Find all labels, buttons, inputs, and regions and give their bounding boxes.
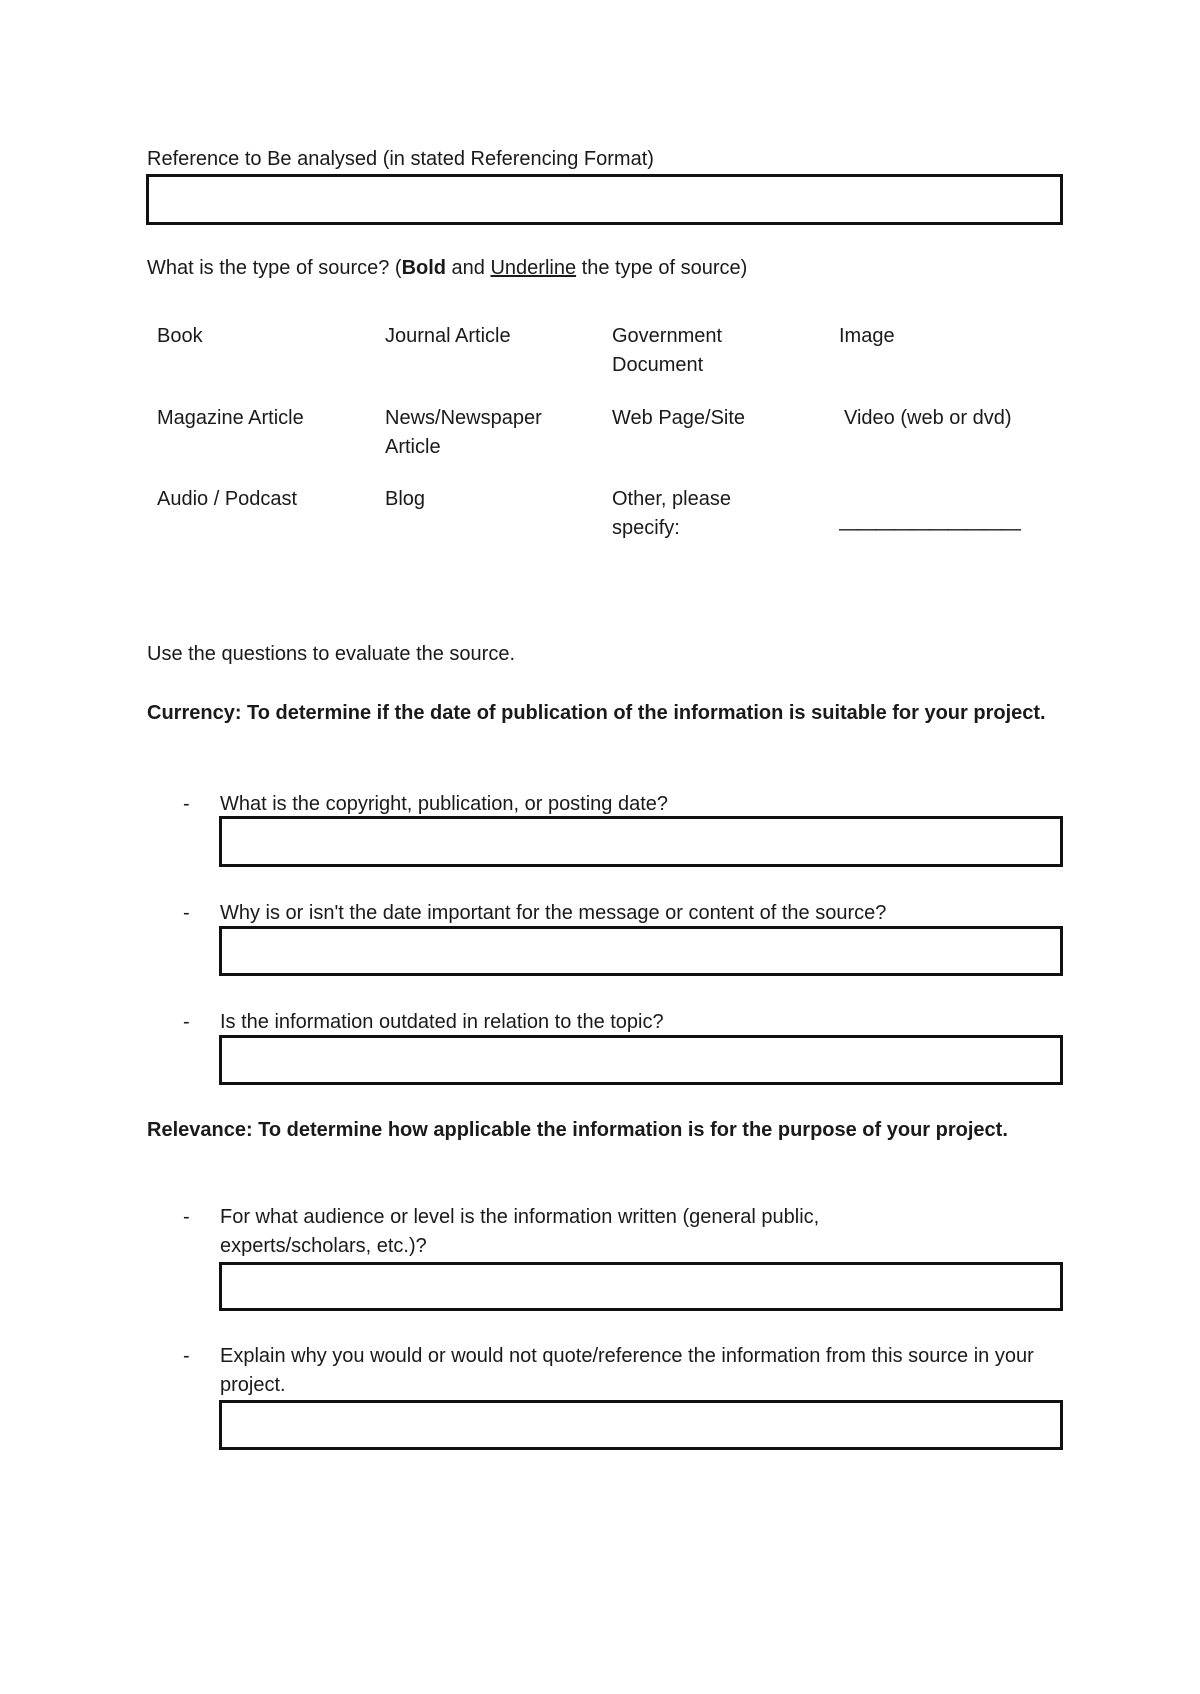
- relevance-question-1: For what audience or level is the information written (general public, experts/scholars, etc.)?: [220, 1206, 820, 1257]
- question-bullet: -: [183, 1011, 190, 1033]
- source-option-government-document[interactable]: Government Document: [612, 325, 723, 376]
- question-bullet: -: [183, 1345, 190, 1367]
- instructions-text: Use the questions to evaluate the source.: [147, 643, 516, 665]
- source-option-news-article[interactable]: News/Newspaper Article: [385, 407, 542, 458]
- source-option-video[interactable]: Video (web or dvd): [844, 407, 1012, 429]
- other-specify-blank[interactable]: ——————————: [839, 518, 1019, 540]
- source-option-journal-article[interactable]: Journal Article: [385, 325, 511, 347]
- question-bullet: -: [183, 902, 190, 924]
- relevance-heading: Relevance: To determine how applicable the information is for the purpose of your project.: [147, 1119, 1008, 1141]
- question-bullet: -: [183, 793, 190, 815]
- currency-answer-3[interactable]: [219, 1035, 1063, 1085]
- source-option-web-page[interactable]: Web Page/Site: [612, 407, 746, 429]
- source-option-blog[interactable]: Blog: [385, 488, 426, 510]
- currency-heading: Currency: To determine if the date of publication of the information is suitable for your project.: [147, 702, 1046, 724]
- source-option-other[interactable]: Other, please specify:: [612, 488, 731, 539]
- reference-label: Reference to Be analysed (in stated Referencing Format): [147, 148, 654, 170]
- source-type-prompt: What is the type of source? (Bold and Underline the type of source): [147, 257, 748, 279]
- source-option-image[interactable]: Image: [839, 325, 895, 347]
- source-option-audio-podcast[interactable]: Audio / Podcast: [157, 488, 298, 510]
- currency-question-2: Why is or isn't the date important for the message or content of the source?: [220, 902, 887, 924]
- currency-question-3: Is the information outdated in relation to the topic?: [220, 1011, 664, 1033]
- question-bullet: -: [183, 1206, 190, 1228]
- relevance-answer-2[interactable]: [219, 1400, 1063, 1450]
- source-option-magazine-article[interactable]: Magazine Article: [157, 407, 304, 429]
- relevance-answer-1[interactable]: [219, 1262, 1063, 1311]
- currency-answer-1[interactable]: [219, 816, 1063, 867]
- reference-input[interactable]: [146, 174, 1063, 225]
- currency-question-1: What is the copyright, publication, or posting date?: [220, 793, 669, 815]
- source-option-book[interactable]: Book: [157, 325, 203, 347]
- relevance-question-2: Explain why you would or would not quote/reference the information from this source in your project.: [220, 1345, 1034, 1396]
- currency-answer-2[interactable]: [219, 926, 1063, 976]
